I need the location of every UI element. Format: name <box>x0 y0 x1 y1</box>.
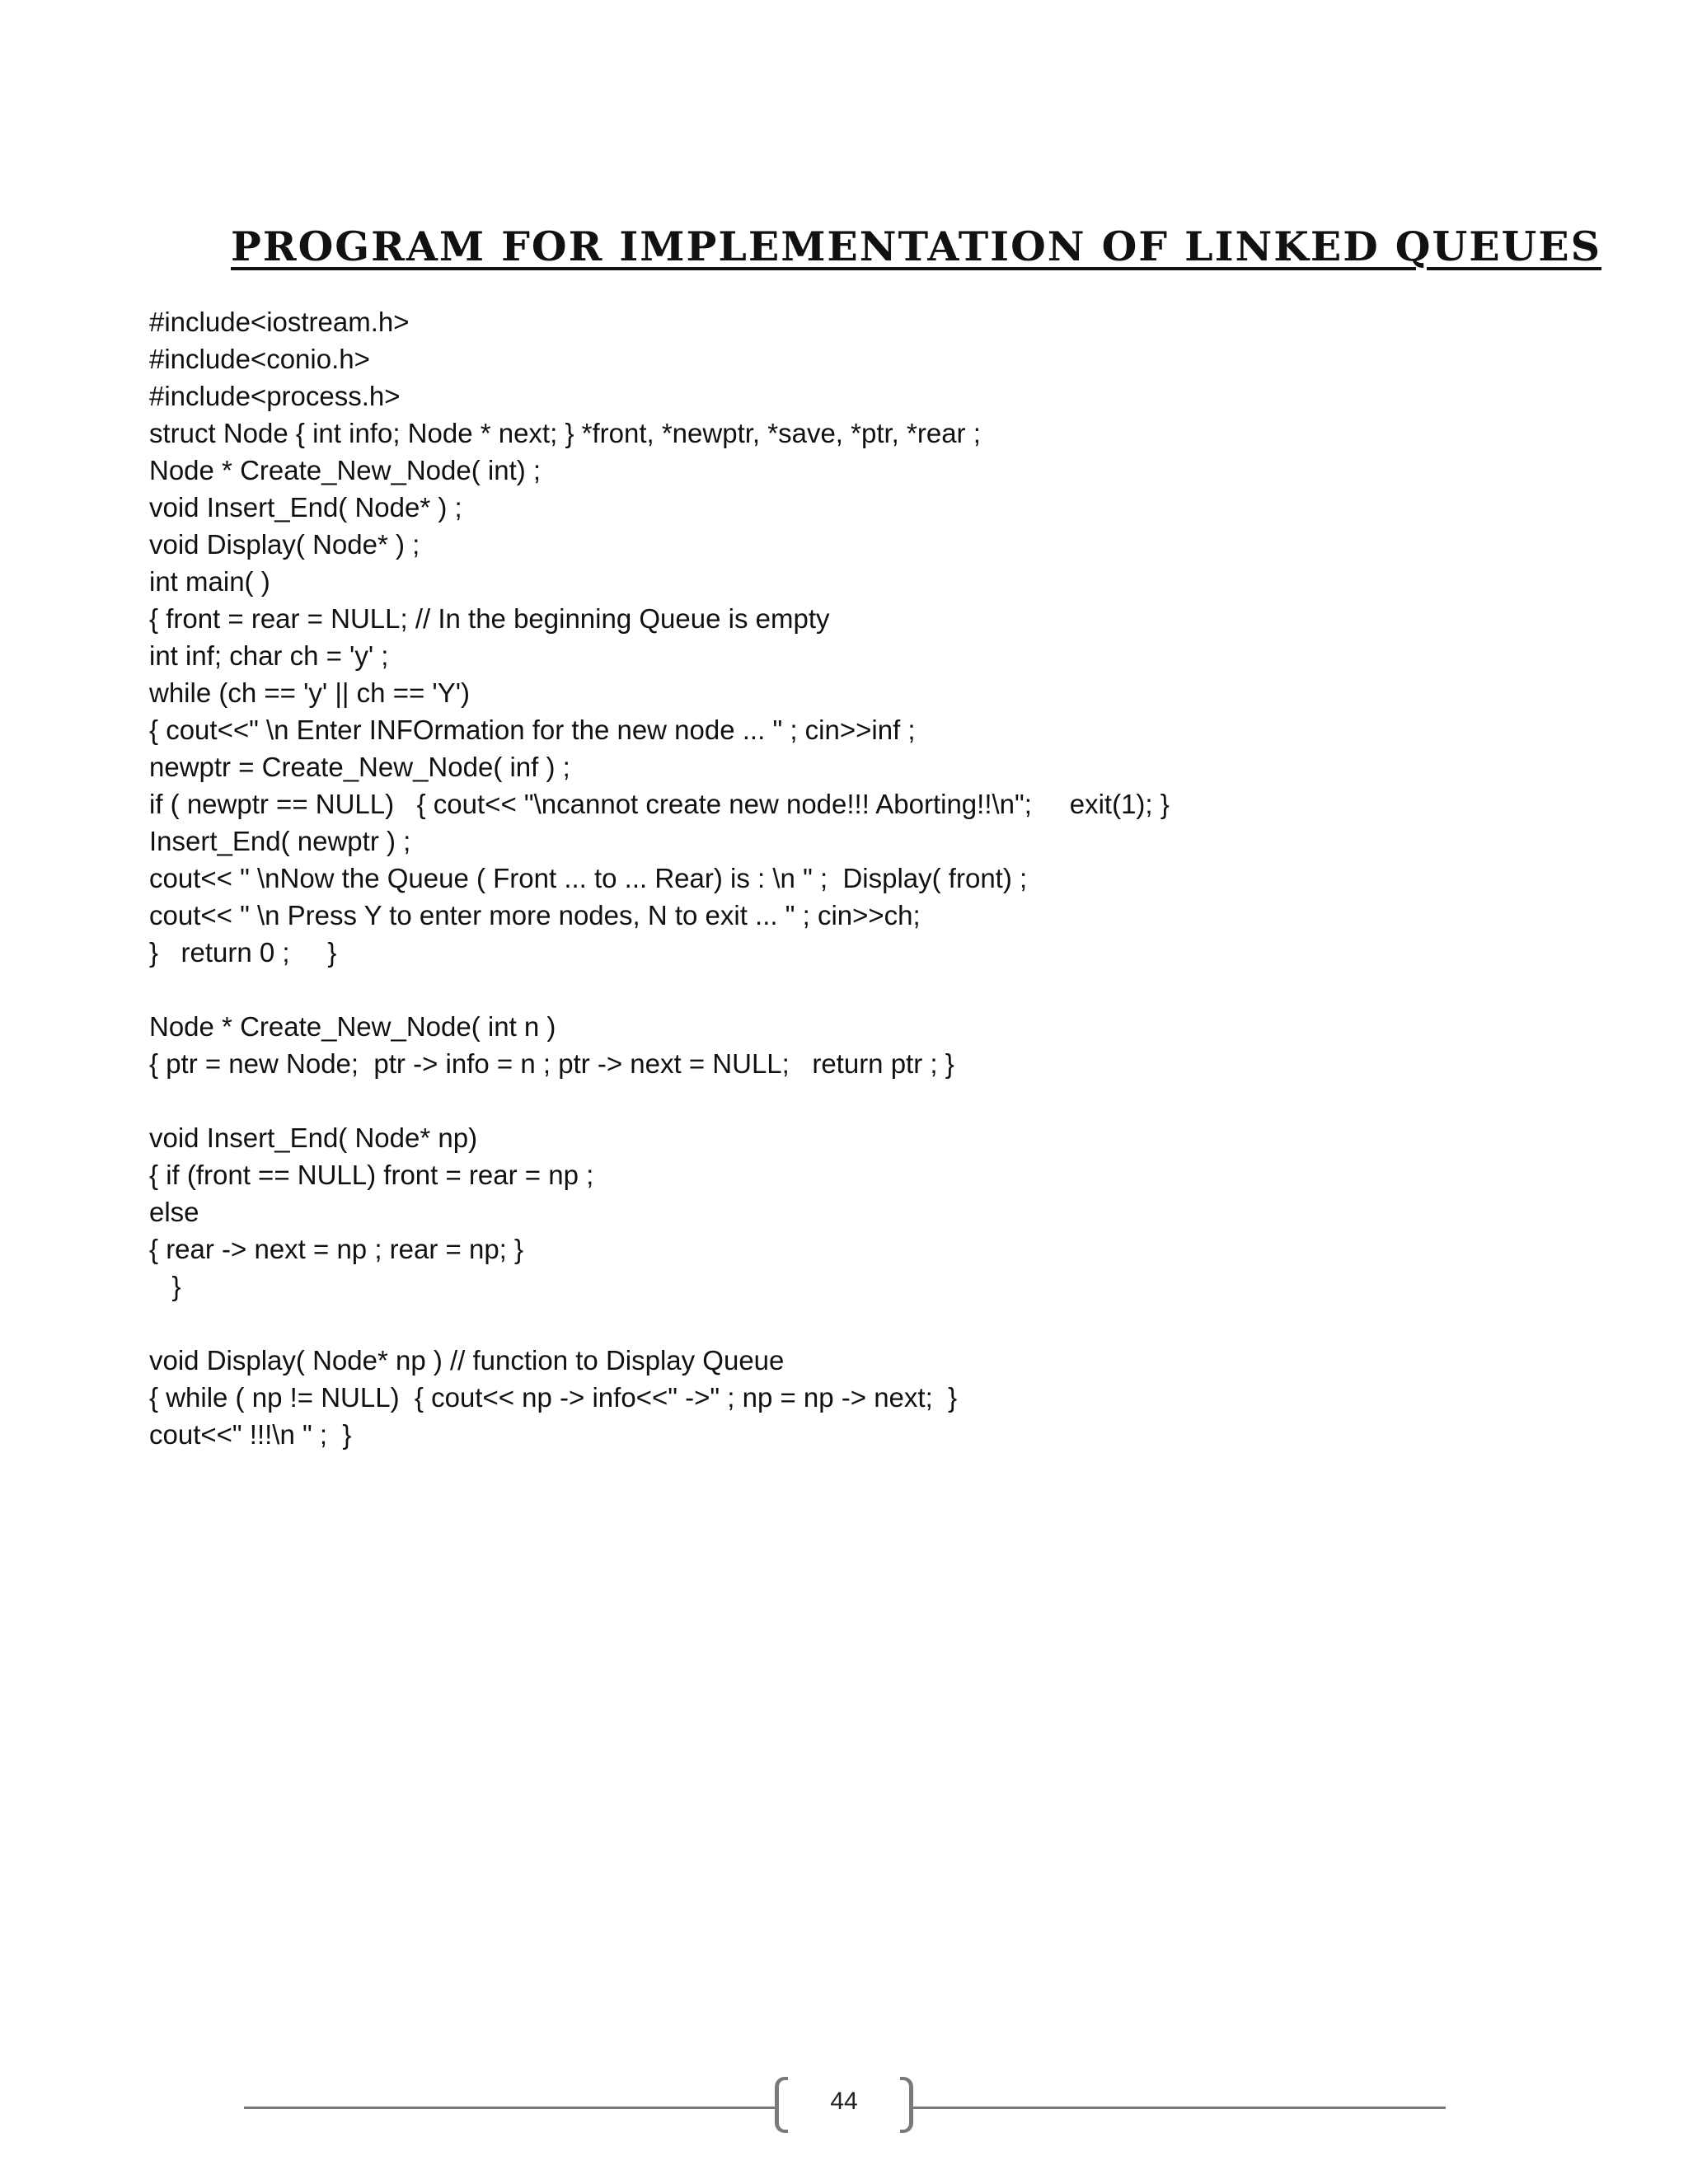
code-line: Node * Create_New_Node( int) ; <box>149 455 542 485</box>
footer-rule-right <box>912 2107 1446 2109</box>
right-brace-icon <box>900 2077 913 2133</box>
code-blank-line <box>149 1082 1550 1119</box>
code-line: void Insert_End( Node* np) <box>149 1122 478 1153</box>
code-line: else <box>149 1197 199 1227</box>
code-line: while (ch == 'y' || ch == 'Y') <box>149 677 471 708</box>
footer-rule-left <box>244 2107 776 2109</box>
code-line: if ( newptr == NULL) { cout<< "\ncannot create new node!!! Aborting!!\n"; exit(1); } <box>149 789 1170 819</box>
code-line: Insert_End( newptr ) ; <box>149 826 411 856</box>
code-blank-line <box>149 971 1550 1008</box>
code-line: struct Node { int info; Node * next; } *front, *newptr, *save, *ptr, *rear ; <box>149 418 981 448</box>
left-brace-icon <box>775 2077 788 2133</box>
code-line: int main( ) <box>149 566 270 597</box>
page-title: PROGRAM FOR IMPLEMENTATION OF LINKED QUEUES <box>231 223 1602 270</box>
code-line: { rear -> next = np ; rear = np; } <box>149 1234 524 1264</box>
code-line: { cout<<" \n Enter INFOrmation for the new node ... " ; cin>>inf ; <box>149 715 916 745</box>
code-line: { while ( np != NULL) { cout<< np -> info<<" ->" ; np = np -> next; } <box>149 1382 958 1413</box>
code-line: { if (front == NULL) front = rear = np ; <box>149 1160 594 1190</box>
code-line: #include<conio.h> <box>149 344 370 374</box>
code-line: cout<<" !!!\n " ; } <box>149 1419 352 1450</box>
code-line: void Display( Node* ) ; <box>149 529 420 560</box>
code-line: void Display( Node* np ) // function to Display Queue <box>149 1345 785 1376</box>
code-line: { front = rear = NULL; // In the beginning Queue is empty <box>149 603 830 634</box>
code-line: #include<iostream.h> <box>149 307 410 337</box>
code-line: Node * Create_New_Node( int n ) <box>149 1011 556 1042</box>
page-number: 44 <box>791 2085 897 2118</box>
code-line: #include<process.h> <box>149 381 401 411</box>
code-listing <box>149 303 1550 1453</box>
code-line: { ptr = new Node; ptr -> info = n ; ptr -> next = NULL; return ptr ; } <box>149 1048 954 1079</box>
code-line: int inf; char ch = 'y' ; <box>149 640 389 671</box>
code-line: } return 0 ; } <box>149 937 337 968</box>
code-line: cout<< " \n Press Y to enter more nodes, N to exit ... " ; cin>>ch; <box>149 900 921 930</box>
code-line: newptr = Create_New_Node( inf ) ; <box>149 752 570 782</box>
code-line: } <box>149 1271 181 1301</box>
code-line: void Insert_End( Node* ) ; <box>149 492 462 523</box>
code-blank-line <box>149 1305 1550 1342</box>
code-line: cout<< " \nNow the Queue ( Front ... to ... Rear) is : \n " ; Display( front) ; <box>149 863 1028 893</box>
